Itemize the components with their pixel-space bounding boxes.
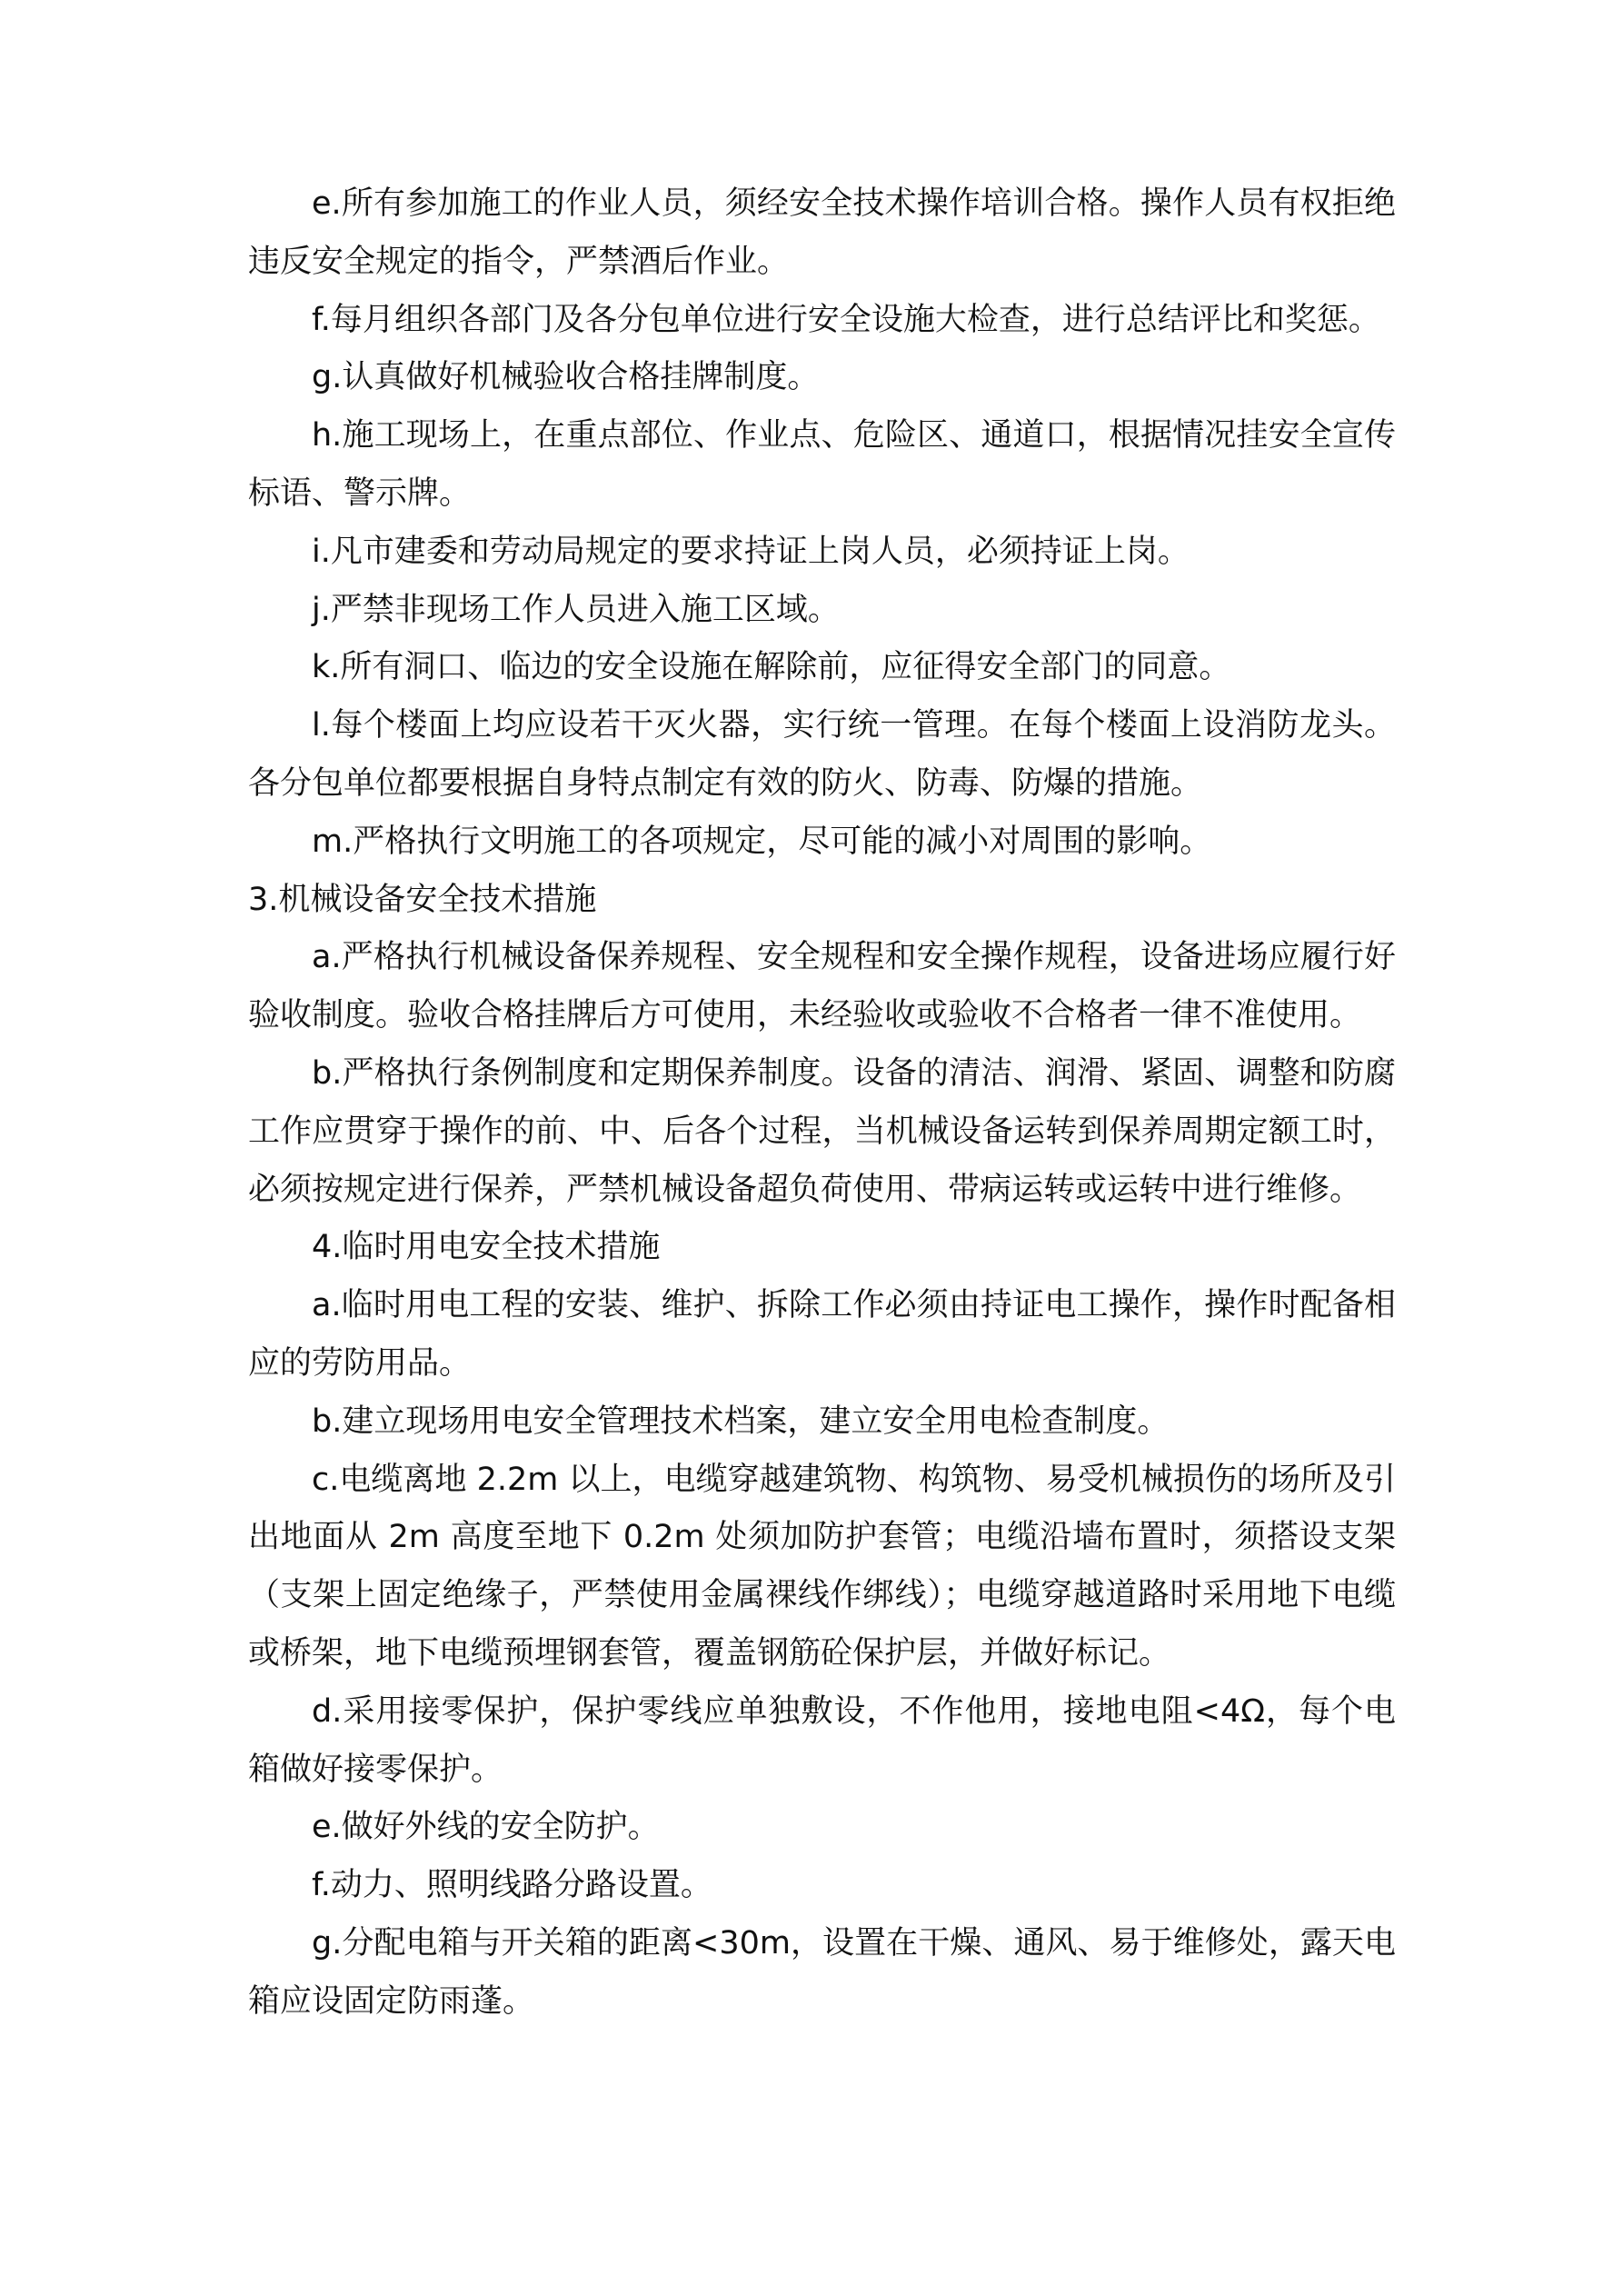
- paragraph-a-machinery-maintenance: a.严格执行机械设备保养规程、安全规程和安全操作规程，设备进场应履行好验收制度。验收合格挂牌后方可使用，未经验收或验收不合格者一律不准使用。: [248, 939, 1396, 1034]
- paragraph-e-personnel-training: e.所有参加施工的作业人员，须经安全技术操作培训合格。操作人员有权拒绝违反安全规定的指令，严禁酒后作业。: [248, 185, 1396, 280]
- paragraph-m-civilized-construction: m.严格执行文明施工的各项规定，尽可能的减小对周围的影响。: [312, 823, 1212, 860]
- paragraph-g-machine-acceptance: g.认真做好机械验收合格挂牌制度。: [312, 359, 820, 396]
- paragraph-h-warning-signs: h.施工现场上，在重点部位、作业点、危险区、通道口，根据情况挂安全宣传标语、警示牌。: [248, 417, 1396, 512]
- section-heading-machinery-safety: 3.机械设备安全技术措施: [248, 881, 597, 918]
- paragraph-e-external-lines: e.做好外线的安全防护。: [312, 1809, 660, 1846]
- paragraph-a-certified-electrician: a.临时用电工程的安装、维护、拆除工作必须由持证电工操作，操作时配备相应的劳防用品。: [248, 1287, 1396, 1382]
- paragraph-k-openings-safety: k.所有洞口、临边的安全设施在解除前，应征得安全部门的同意。: [312, 649, 1231, 686]
- paragraph-g-distribution-box: g.分配电箱与开关箱的距离<30m，设置在干燥、通风、易于维修处，露天电箱应设固定防雨蓬。: [248, 1924, 1396, 2020]
- section-heading-temporary-power: 4.临时用电安全技术措施: [312, 1229, 661, 1266]
- paragraph-l-fire-extinguishers: l.每个楼面上均应设若干灭火器，实行统一管理。在每个楼面上设消防龙头。各分包单位都要根据自身特点制定有效的防火、防毒、防爆的措施。: [248, 707, 1396, 802]
- paragraph-c-cable-protection: c.电缆离地 2.2m 以上，电缆穿越建筑物、构筑物、易受机械损伤的场所及引出地面从 2m 高度至地下 0.2m 处须加防护套管；电缆沿墙布置时，须搭设支架（支架上固定绝缘子，严禁使用金属裸线作绑线）；电缆穿越道路时采用地下电缆或桥架，地下电缆预埋钢套管，覆盖钢筋砼保护层，并做好标记。: [248, 1461, 1396, 1672]
- paragraph-d-zero-protection: d.采用接零保护，保护零线应单独敷设，不作他用，接地电阻<4Ω，每个电箱做好接零保护。: [248, 1692, 1396, 1788]
- paragraph-b-power-records: b.建立现场用电安全管理技术档案，建立安全用电检查制度。: [312, 1403, 1170, 1440]
- paragraph-f-separate-circuits: f.动力、照明线路分路设置。: [312, 1867, 712, 1904]
- paragraph-j-restricted-area: j.严禁非现场工作人员进入施工区域。: [312, 591, 840, 628]
- paragraph-f-monthly-inspection: f.每月组织各部门及各分包单位进行安全设施大检查，进行总结评比和奖惩。: [312, 301, 1380, 338]
- document-body: [248, 175, 1396, 2031]
- paragraph-b-periodic-maintenance: b.严格执行条例制度和定期保养制度。设备的清洁、润滑、紧固、调整和防腐工作应贯穿于操作的前、中、后各个过程，当机械设备运转到保养周期定额工时，必须按规定进行保养，严禁机械设备超负荷使用、带病运转或运转中进行维修。: [248, 1054, 1396, 1208]
- paragraph-i-certified-workers: i.凡市建委和劳动局规定的要求持证上岗人员，必须持证上岗。: [312, 533, 1190, 570]
